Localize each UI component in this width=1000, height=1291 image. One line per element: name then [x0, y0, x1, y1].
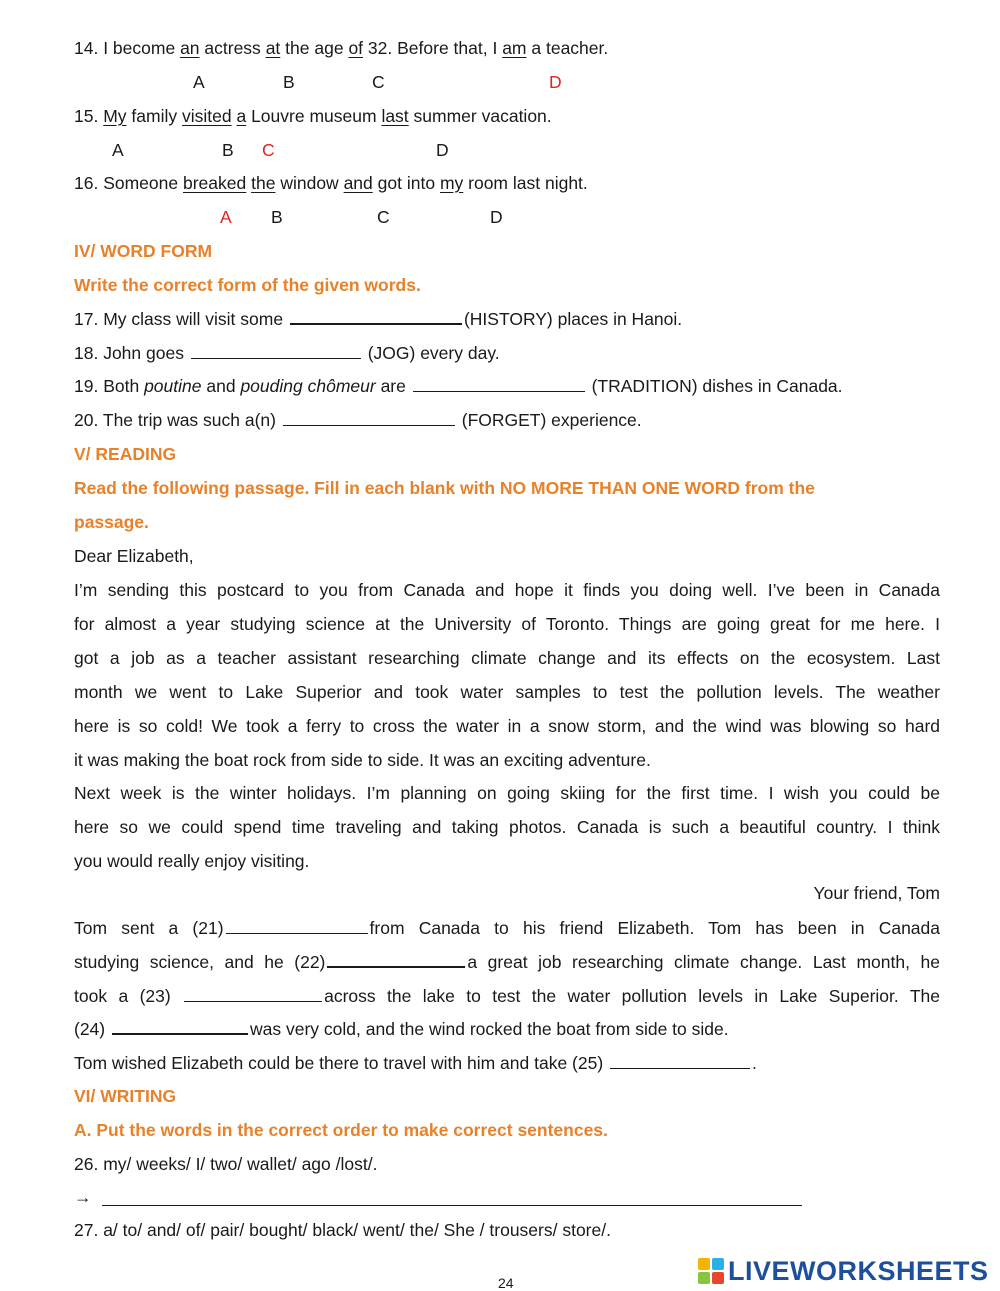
question-20: 20. The trip was such a(n) (FORGET) experience. — [74, 410, 642, 430]
option-c-word: of — [348, 38, 364, 58]
letter-line: you would really enjoy visiting. — [74, 851, 310, 871]
logo-text: LIVEWORKSHEETS — [728, 1256, 989, 1286]
logo-icon — [698, 1258, 724, 1284]
answer-blank-21[interactable] — [226, 918, 368, 934]
question-15: 15. My family visited a Louvre museum last summer vacation. — [74, 106, 552, 126]
letter-line: here so we could spend time traveling and taking photos. Canada is such a beautiful country. I think — [74, 817, 940, 837]
section-5-instruction-1: Read the following passage. Fill in each blank with NO MORE THAN ONE WORD from the — [74, 478, 815, 498]
section-6-title: VI/ WRITING — [74, 1086, 177, 1106]
option-b-word: at — [265, 38, 281, 58]
letter-greeting: Dear Elizabeth, — [74, 546, 194, 566]
summary-line-1: Tom sent a (21) from Canada to his friend Elizabeth. Tom has been in Canada — [74, 918, 941, 938]
answer-blank-18[interactable] — [191, 343, 361, 359]
section-4-title: IV/ WORD FORM — [74, 241, 213, 261]
question-26: 26. my/ weeks/ I/ two/ wallet/ ago /lost/. — [74, 1154, 378, 1174]
answer-line-26[interactable] — [102, 1205, 802, 1206]
section-4-instruction: Write the correct form of the given words. — [74, 275, 421, 295]
summary-line-4: (24) was very cold, and the wind rocked the boat from side to side. — [74, 1019, 729, 1039]
q14-answer: D — [549, 72, 562, 92]
answer-blank-23[interactable] — [184, 986, 322, 1002]
page-number: 24 — [498, 1275, 514, 1291]
summary-line-3: took a (23) across the lake to test the water pollution levels in Lake Superior. The — [74, 986, 940, 1006]
option-d-word: am — [502, 38, 527, 58]
letter-line: for almost a year studying science at the University of Toronto. Things are going great for me here. I — [74, 614, 940, 634]
summary-line-2: studying science, and he (22) a great job researching climate change. Last month, he — [74, 952, 940, 972]
question-14: 14. I become an actress at the age of 32. Before that, I am a teacher. — [74, 38, 609, 58]
letter-line: I’m sending this postcard to you from Canada and hope it finds you doing well. I’ve been in Canada — [74, 580, 940, 600]
q16-answer: A — [220, 207, 232, 227]
question-16: 16. Someone breaked the window and got into my room last night. — [74, 173, 588, 193]
section-5-title: V/ READING — [74, 444, 177, 464]
letter-line: here is so cold! We took a ferry to cross the water in a snow storm, and the wind was blowing so hard — [74, 716, 940, 736]
summary-line-5: Tom wished Elizabeth could be there to travel with him and take (25) . — [74, 1053, 757, 1073]
question-27: 27. a/ to/ and/ of/ pair/ bought/ black/ went/ the/ She / trousers/ store/. — [74, 1220, 611, 1240]
q15-answer: C — [262, 140, 275, 160]
section-6-instruction: A. Put the words in the correct order to make correct sentences. — [74, 1120, 608, 1140]
answer-blank-22[interactable] — [327, 952, 465, 968]
letter-signoff: Your friend, Tom — [813, 883, 940, 903]
letter-line: Next week is the winter holidays. I’m planning on going skiing for the first time. I wish you could be — [74, 783, 940, 803]
question-18: 18. John goes (JOG) every day. — [74, 343, 500, 363]
liveworksheets-logo — [698, 1257, 989, 1285]
answer-blank-25[interactable] — [610, 1053, 750, 1069]
arrow-icon: → — [74, 1187, 92, 1207]
letter-line: got a job as a teacher assistant researching climate change and its effects on the ecosystem. Last — [74, 648, 940, 668]
letter-line: month we went to Lake Superior and took water samples to test the pollution levels. The weather — [74, 682, 940, 702]
answer-blank-17[interactable] — [290, 309, 462, 325]
letter-line: it was making the boat rock from side to side. It was an exciting adventure. — [74, 750, 651, 770]
section-5-instruction-2: passage. — [74, 512, 149, 532]
question-19: 19. Both poutine and pouding chômeur are (TRADITION) dishes in Canada. — [74, 376, 843, 396]
option-a-word: an — [180, 38, 200, 58]
answer-blank-24[interactable] — [112, 1019, 248, 1035]
answer-blank-19[interactable] — [413, 376, 585, 392]
answer-blank-20[interactable] — [283, 410, 455, 426]
question-17: 17. My class will visit some (HISTORY) places in Hanoi. — [74, 309, 683, 329]
